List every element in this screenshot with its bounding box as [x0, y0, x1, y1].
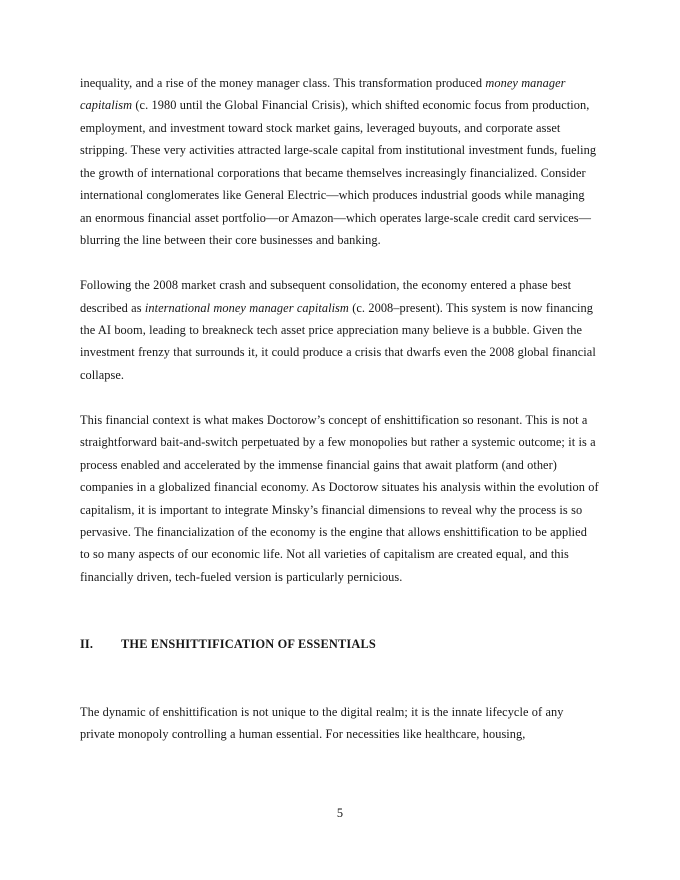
italic-run: international money manager capitalism [144, 300, 349, 315]
body-paragraph: This financial context is what makes Doctorow’s concept of enshittification so resonant. This is not a straightforward bait-and-switch perpetuated by a few monopolies but rather a systemic outcome; it is a process enabled and accelerated by the immense financial gains that await platform (and other) companies in a globalized financial economy. As Doctorow situates his analysis within the evolution of capitalism, it is important to integrate Minsky’s financial dimensions to reveal why the process is so pervasive. The financialization of the economy is the engine that allows enshittification to be applied to so many aspects of our economic life. Not all varieties of capitalism are created equal, and this financially driven, tech-fueled version is particularly pernicious. [80, 412, 599, 584]
page-number: 5 [336, 806, 344, 820]
section-heading [80, 633, 599, 655]
body-paragraph: inequality, and a rise of the money manager class. This transformation produced money manager capitalism (c. 1980 until the Global Financial Crisis), which shifted economic focus from production, employment, and investment toward stock market gains, leveraged buyouts, and corporate asset stripping. These very activities attracted large-scale capital from institutional investment funds, fueling the growth of international corporations that became themselves increasingly financialized. Consider international conglomerates like General Electric—which produces industrial goods while managing an enormous financial asset portfolio—or Amazon—which operates large-scale credit card services—blurring the line between their core businesses and banking. [80, 76, 597, 248]
page-content [80, 72, 599, 746]
section-heading-title: THE ENSHITTIFICATION OF ESSENTIALS [121, 637, 376, 652]
italic-run: money manager capitalism [80, 76, 566, 113]
section-heading-numeral: II. [80, 637, 94, 652]
body-paragraph: Following the 2008 market crash and subsequent consolidation, the economy entered a phase best described as international money manager capitalism (c. 2008–present). This system is now financing the AI boom, leading to breakneck tech asset price appreciation many believe is a bubble. Given the investment frenzy that surrounds it, it could produce a crisis that dwarfs even the 2008 global financial collapse. [80, 278, 596, 382]
body-paragraph: The dynamic of enshittification is not unique to the digital realm; it is the innate lifecycle of any private monopoly controlling a human essential. For necessities like healthcare, housing, [80, 704, 564, 742]
